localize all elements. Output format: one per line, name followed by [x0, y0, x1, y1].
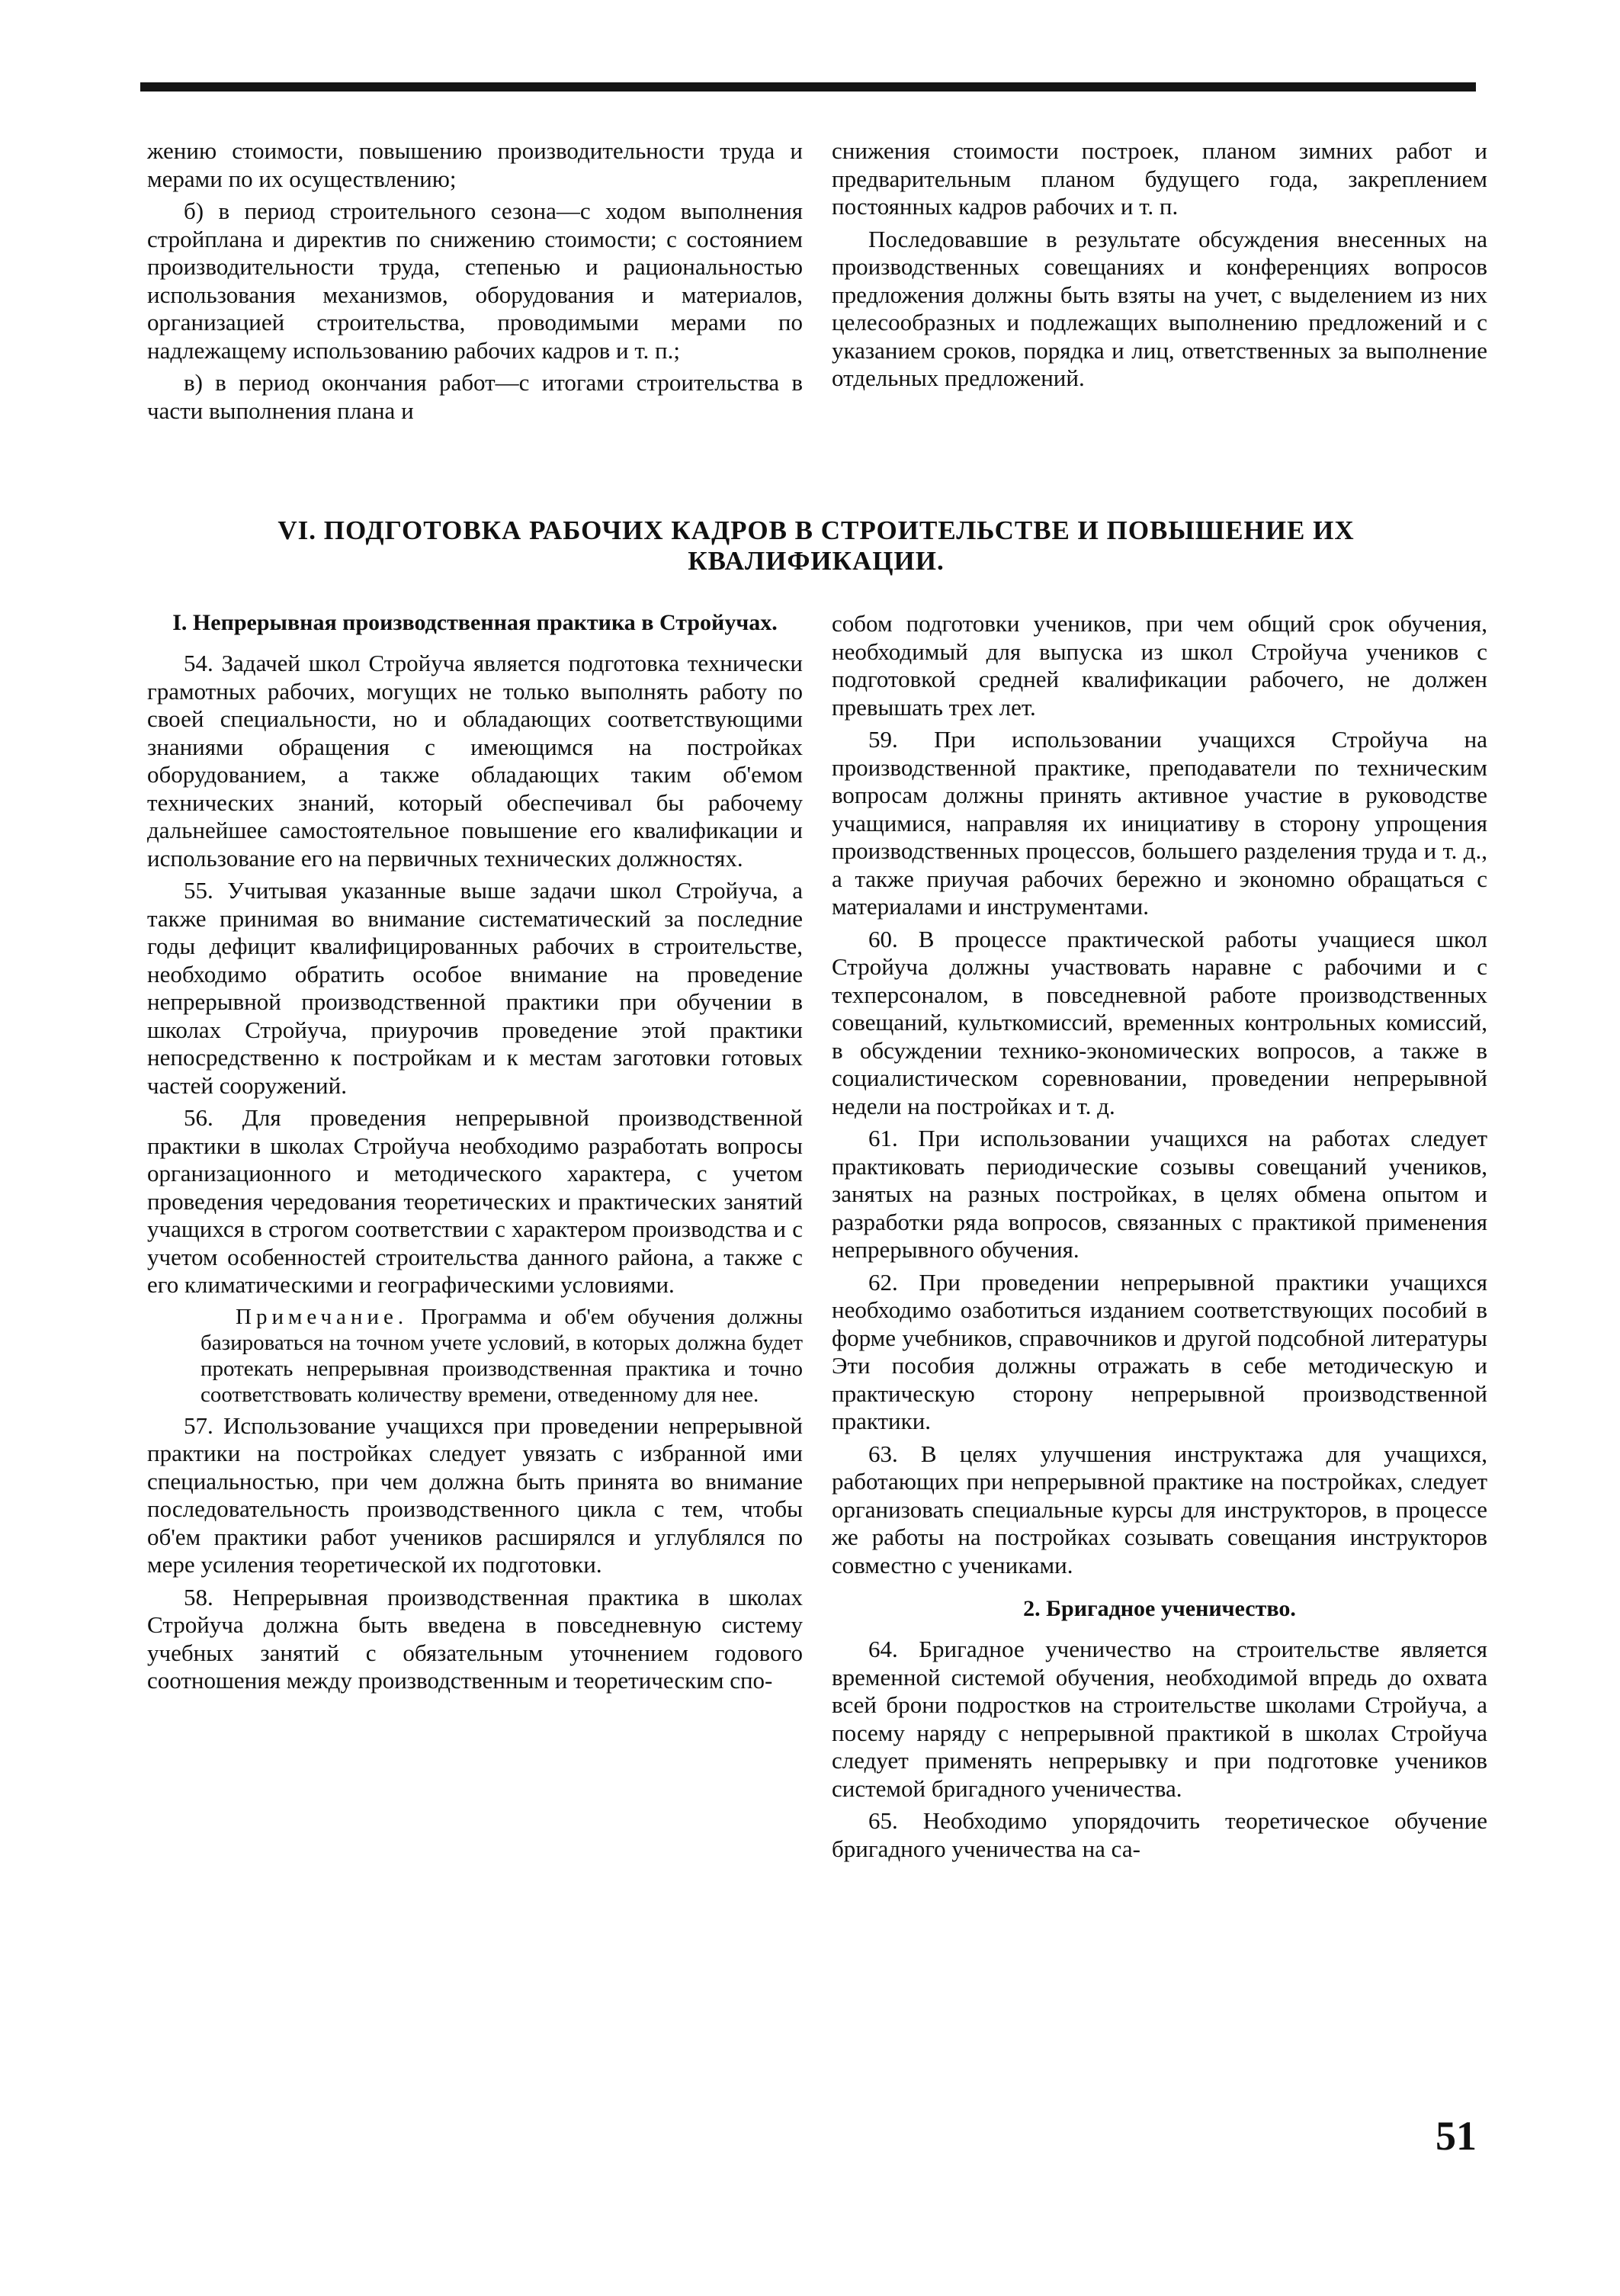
- paragraph-62: 62. При проведении непрерывной практики учащихся необходимо озаботиться изданием соответствующих пособий в форме учебников, справочников и другой подсобной литературы Эти пособия должны отражать в себе методическую и практическую сторону непрерывной производственной практики.: [832, 1268, 1487, 1434]
- left-column: [147, 610, 803, 1700]
- continuation-left-column: [147, 137, 803, 429]
- continuation-paragraph: снижения стоимости построек, планом зимних работ и предварительным планом будущего года, закреплением постоянных кадров рабочих и т. п.: [832, 137, 1487, 220]
- continuation-paragraph: жению стоимости, повышению производительности труда и мерами по их осуществлению;: [147, 137, 803, 192]
- paragraph-58-continued: собом подготовки учеников, при чем общий срок обучения, необходимый для выпуска из школ Стройуча учеников с подготовкой средней квалификации рабочего, не должен превышать трех лет.: [832, 610, 1487, 721]
- continuation-paragraph: Последовавшие в результате обсуждения внесенных на производственных совещаниях и конференциях вопросов предложения должны быть взяты на учет, с выделением из них целесообразных и подлежащих выполнению предложений и с указанием сроков, порядка и лиц, ответственных за выполнение отдельных предложений.: [832, 225, 1487, 391]
- note-paragraph: [200, 1304, 803, 1408]
- page-number: 51: [1436, 2113, 1477, 2159]
- continuation-paragraph: б) в период строительного сезона—с ходом выполнения стройплана и директив по снижению стоимости; с состоянием производительности труда, степенью и рациональностью использования механизмов, оборудования и материалов, организацией строительства, проводимыми мерами по надлежащему использованию рабочих кадров и т. п.;: [147, 197, 803, 364]
- note-text: Программа и об'ем обучения должны базироваться на точном учете условий, в которых должна будет протекать непрерывная производственная практика и точно соответствовать количеству времени, отведенному для нее.: [200, 1304, 803, 1407]
- paragraph-59: 59. При использовании учащихся Стройуча на производственной практике, преподаватели по техническим вопросам должны принять активное участие в руководстве учащимися, направляя их инициативу в сторону упрощения производственных процессов, большего разделения труда и т. д., а также приучая рабочих бережно и экономно обращаться с материалами и инструментами.: [832, 726, 1487, 920]
- continuation-paragraph: в) в период окончания работ—с итогами строительства в части выполнения плана и: [147, 369, 803, 424]
- section-title: VI. ПОДГОТОВКА РАБОЧИХ КАДРОВ В СТРОИТЕЛЬСТВЕ И ПОВЫШЕНИЕ ИХ КВАЛИФИКАЦИИ.: [277, 515, 1355, 576]
- paragraph-58: 58. Непрерывная производственная практика в школах Стройуча должна быть введена в повседневную систему учебных занятий с обязательным уточнением годового соотношения между производственным и теоретическим спо-: [147, 1583, 803, 1694]
- subsection-title: 2. Бригадное ученичество.: [1023, 1596, 1296, 1621]
- paragraph-65: 65. Необходимо упорядочить теоретическое обучение бригадного ученичества на са-: [832, 1807, 1487, 1862]
- note-label: Примечание.: [236, 1304, 409, 1329]
- paragraph-60: 60. В процессе практической работы учащиеся школ Стройуча должны участвовать наравне с рабочими и с техперсоналом, в повседневной работе производственных совещаний, культкомиссий, временных контрольных комиссий, в обсуждении технико-экономических вопросов, а также в социалистическом соревновании, проведении непрерывной недели на постройках и т. д.: [832, 925, 1487, 1119]
- paragraph-55: 55. Учитывая указанные выше задачи школ Стройуча, а также принимая во внимание систематический за последние годы дефицит квалифицированных рабочих в строительстве, необходимо обратить особое внимание на проведение непрерывной производственной практики при обучении в школах Стройуча, приурочив проведение этой практики непосредственно к постройкам и к местам заготовки готовых частей сооружений.: [147, 877, 803, 1099]
- top-rule: [140, 82, 1476, 92]
- paragraph-64: 64. Бригадное ученичество на строительстве является временной системой обучения, необходимой впредь до охвата всей брони подростков на строительстве школами Стройуча, а посему наряду с непрерывной практикой в школах Стройуча следует применять непрерывку и при подготовке учеников системой бригадного ученичества.: [832, 1636, 1487, 1802]
- paragraph-57: 57. Использование учащихся при проведении непрерывной практики на постройках следует увязать с избранной ими специальностью, при чем должна быть принята во внимание последовательность производственного цикла с тем, чтобы об'ем практики работ учеников расширялся и углублялся по мере усиления теоретической их подготовки.: [147, 1411, 803, 1578]
- paragraph-56: 56. Для проведения непрерывной производственной практики в школах Стройуча необходимо разработать вопросы организационного и методического характера, с учетом проведения чередования теоретических и практических занятий учащихся в строгом соответствии с характером производства и с учетом особенностей строительства данного района, а также с его климатическими и географическими условиями.: [147, 1104, 803, 1298]
- paragraph-63: 63. В целях улучшения инструктажа для учащихся, работающих при непрерывной практике на постройках, следует организовать специальные курсы для инструкторов, в процессе же работы на постройках созывать совещания инструкторов совместно с учениками.: [832, 1440, 1487, 1578]
- subsection-title: I. Непрерывная производственная практика в Стройучах.: [172, 610, 778, 635]
- right-column: [832, 610, 1487, 1867]
- continuation-right-column: [832, 137, 1487, 397]
- paragraph-54: 54. Задачей школ Стройуча является подготовка технически грамотных рабочих, могущих не только выполнять работу по своей специальности, но и обладающих соответствующими знаниями обращения с имеющимся на постройках оборудованием, а также обладающих таким об'емом технических знаний, который обеспечивал бы рабочему дальнейшее самостоятельное повышение его квалификации и использование его на первичных технических должностях.: [147, 650, 803, 872]
- paragraph-61: 61. При использовании учащихся на работах следует практиковать периодические созывы совещаний учеников, занятых на разных постройках, в целях обмена опытом и разработки ряда вопросов, связанных с практикой применения непрерывного обучения.: [832, 1125, 1487, 1263]
